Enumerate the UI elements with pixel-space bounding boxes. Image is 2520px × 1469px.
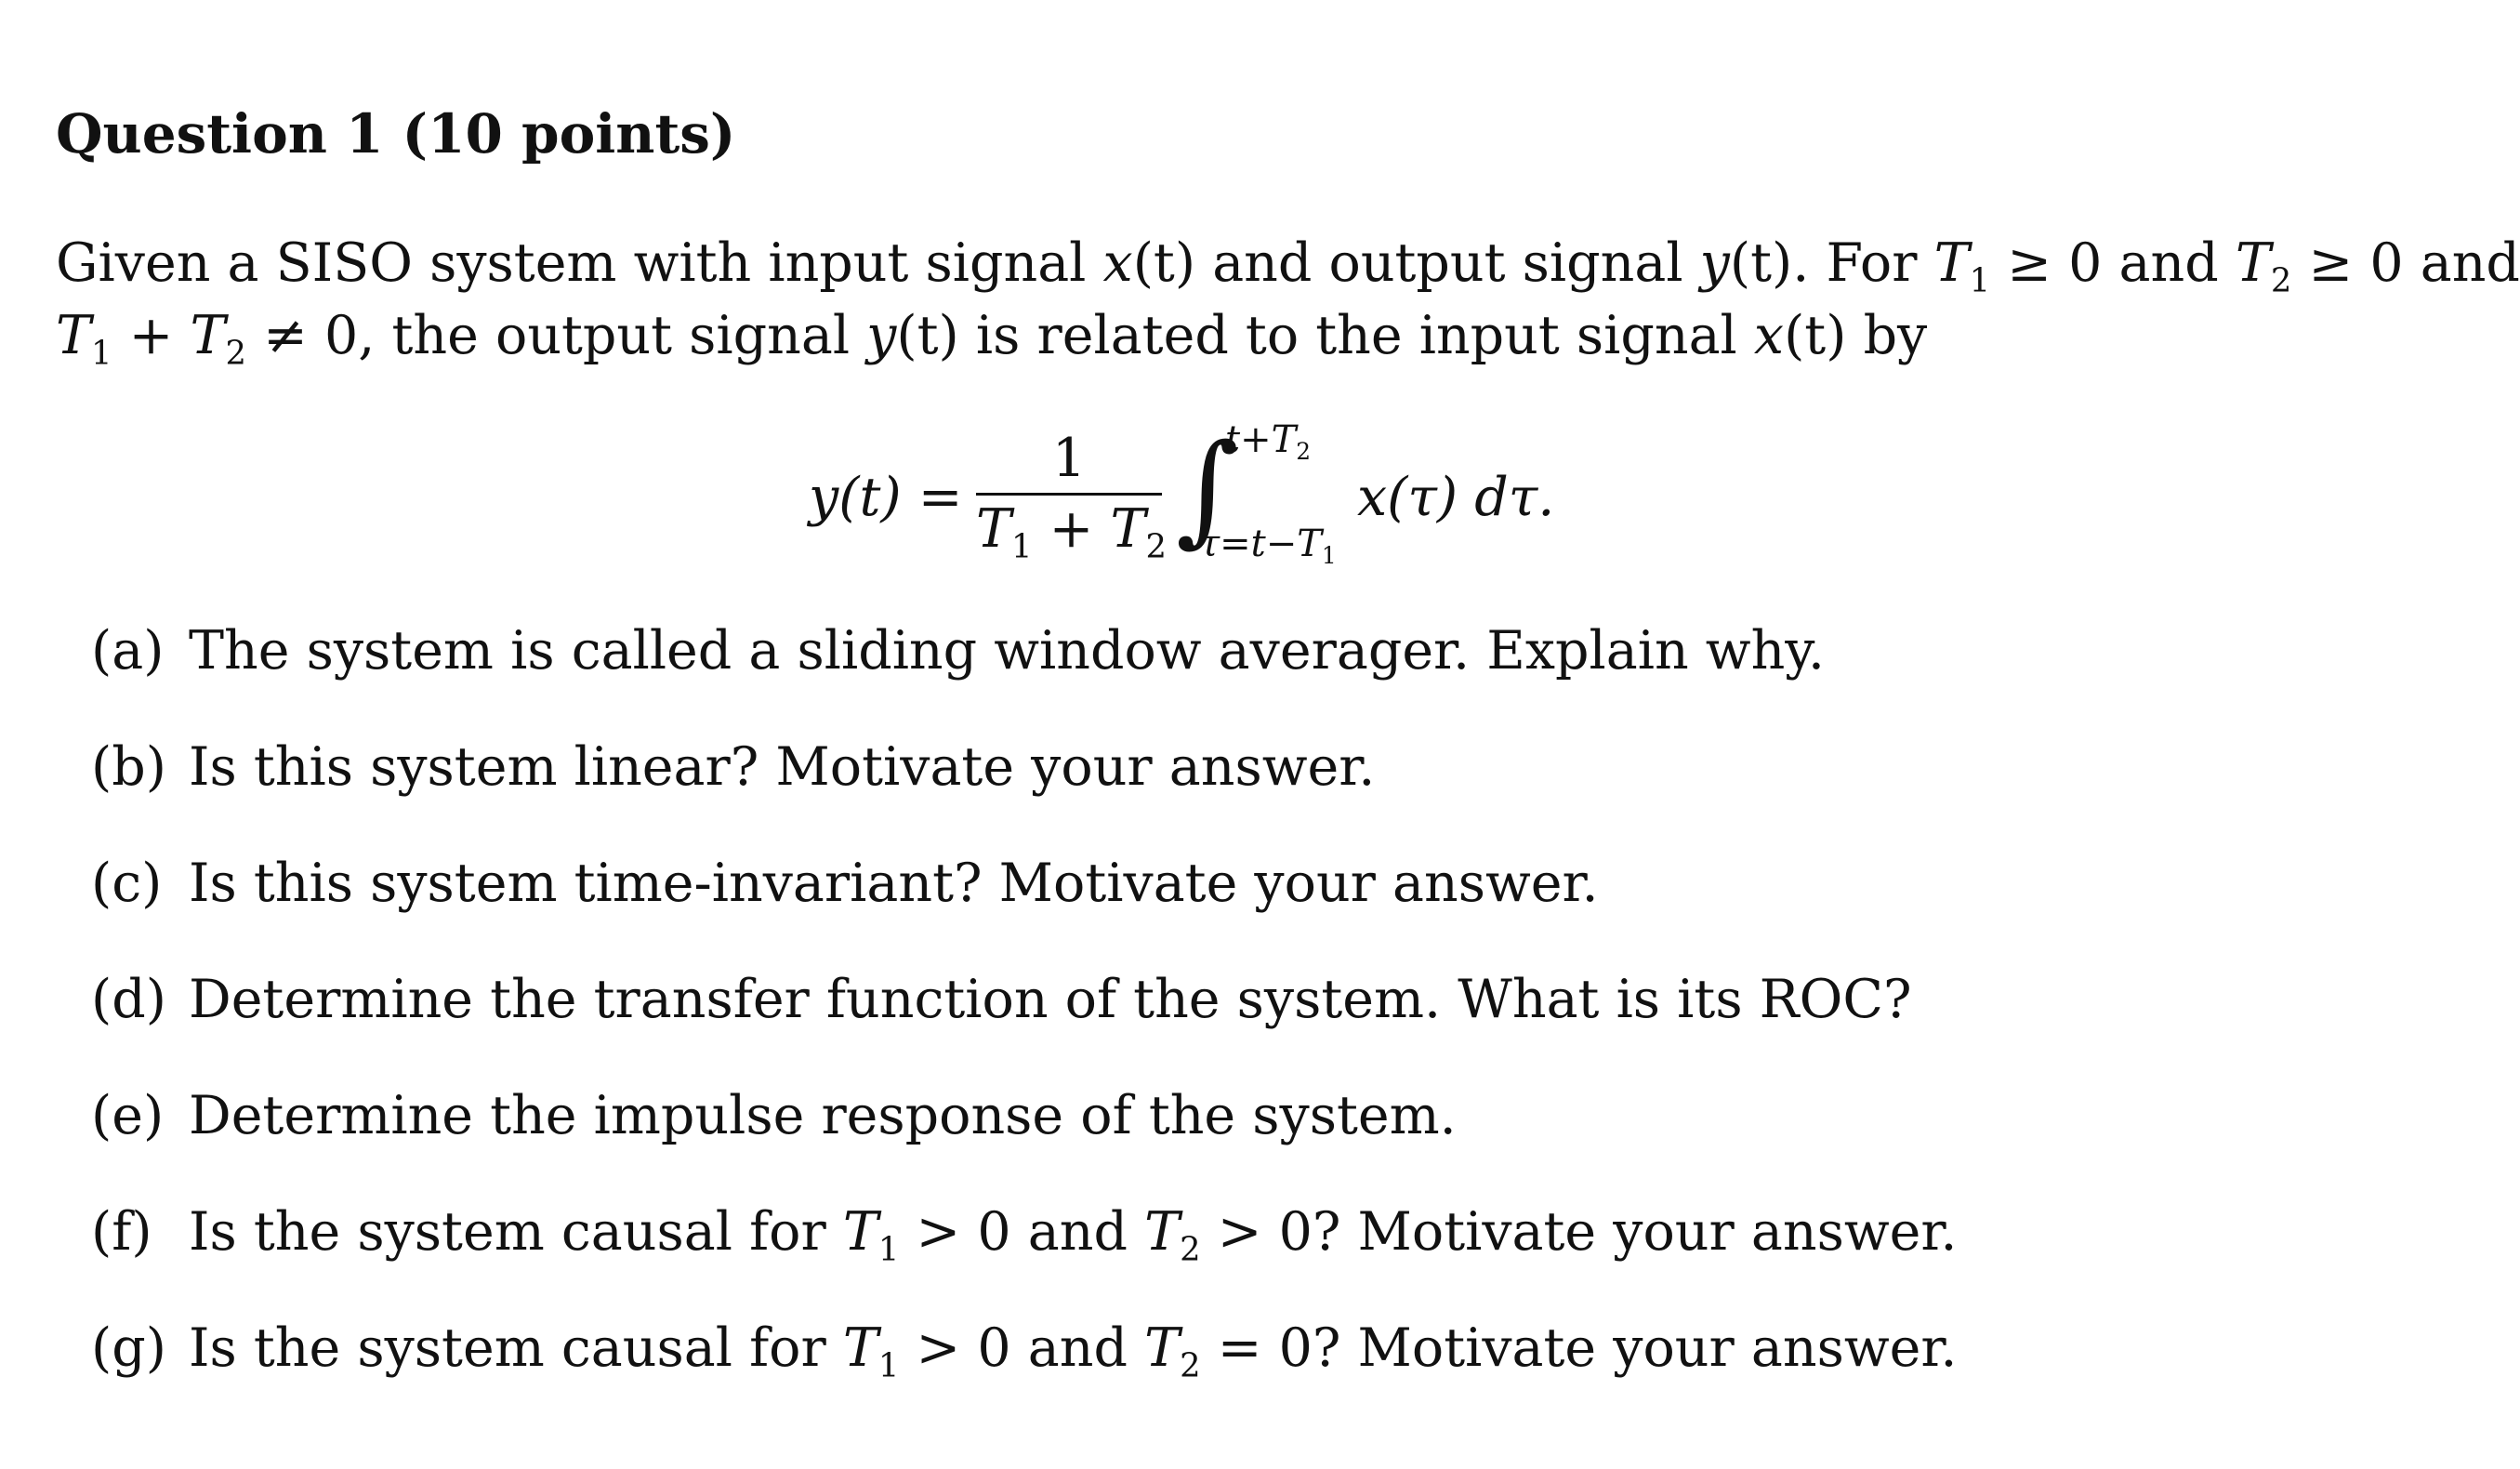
part-label: (b) bbox=[91, 736, 166, 798]
integrand: x(τ) dτ. bbox=[1357, 467, 1555, 528]
fraction-denominator: $T_1 + T_2$ bbox=[976, 498, 1168, 566]
integral-sign: ∫ bbox=[1176, 417, 1239, 559]
display-equation bbox=[0, 409, 2369, 586]
part-text: Is this system time-invariant? Motivate your answer. bbox=[189, 853, 1599, 914]
part-text: Determine the transfer function of the system. What is its ROC? bbox=[189, 969, 1912, 1030]
part-g bbox=[0, 1311, 2369, 1385]
fraction-bar bbox=[976, 493, 1162, 496]
part-a bbox=[0, 614, 2369, 688]
part-c bbox=[0, 846, 2369, 920]
part-e bbox=[0, 1079, 2369, 1153]
part-label: (e) bbox=[91, 1085, 165, 1146]
equation-lhs: y(t) = bbox=[809, 467, 963, 528]
part-b bbox=[0, 730, 2369, 804]
part-text: The system is called a sliding window averager. Explain why. bbox=[189, 620, 1826, 682]
part-d bbox=[0, 962, 2369, 1037]
fraction-numerator: 1 bbox=[1051, 428, 1087, 489]
part-label: (d) bbox=[91, 969, 166, 1030]
question-intro bbox=[56, 227, 2520, 373]
intro-line-2: $T_1 + T_2 \ne 0$, the output signal y(t) is related to the input signal x(t) by bbox=[56, 305, 1928, 373]
part-label: (c) bbox=[91, 853, 163, 914]
part-text: Determine the impulse response of the system. bbox=[189, 1085, 1457, 1146]
integral-upper-limit: $t+T_2$ bbox=[1225, 418, 1312, 465]
part-text: Is this system linear? Motivate your answer. bbox=[189, 736, 1376, 798]
part-label: (a) bbox=[91, 620, 165, 682]
part-text: Is the system causal for $T_1 > 0$ and $T_2 = 0$? Motivate your answer. bbox=[189, 1317, 1958, 1385]
part-label: (f) bbox=[91, 1201, 152, 1263]
part-text: Is the system causal for $T_1 > 0$ and $T_2 > 0$? Motivate your answer. bbox=[189, 1201, 1958, 1269]
intro-line-1: Given a SISO system with input signal x(t) and output signal y(t). For $T_1 \ge 0$ and $T_2 \ge 0$ and bbox=[56, 232, 2520, 300]
integral-lower-limit: $\tau=t-T_1$ bbox=[1199, 523, 1337, 569]
part-label: (g) bbox=[91, 1317, 166, 1379]
question-title: Question 1 (10 points) bbox=[56, 102, 736, 165]
part-f bbox=[0, 1195, 2369, 1269]
